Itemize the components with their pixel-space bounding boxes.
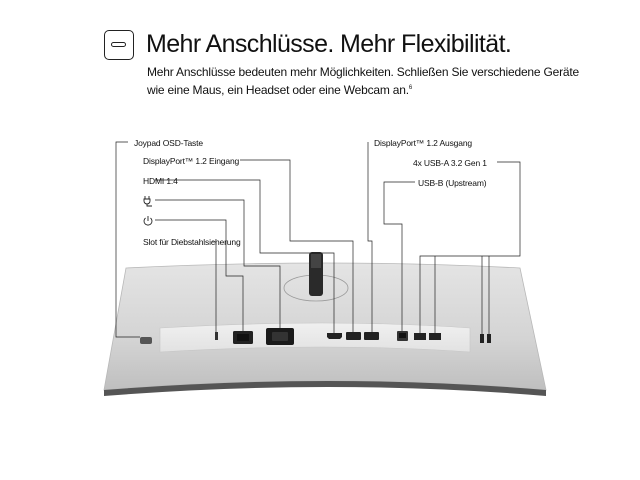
- power-button-icon: [142, 214, 154, 232]
- label-usb-a: 4x USB-A 3.2 Gen 1: [413, 158, 487, 168]
- label-usb-b: USB-B (Upstream): [418, 178, 487, 188]
- label-security-slot: Slot für Diebstahlsicherung: [143, 237, 241, 247]
- usb-a-port: [480, 334, 484, 343]
- displayport-in-port: [346, 332, 361, 340]
- footnote-marker: 6: [408, 85, 413, 91]
- hdmi-port: [327, 333, 342, 339]
- label-joypad-osd: Joypad OSD-Taste: [134, 138, 203, 148]
- page-title: Mehr Anschlüsse. Mehr Flexibilität.: [146, 30, 512, 58]
- usb-a-port: [414, 333, 426, 340]
- label-hdmi: HDMI 1.4: [143, 176, 178, 186]
- usb-a-port: [429, 333, 441, 340]
- label-displayport-in: DisplayPort™ 1.2 Eingang: [143, 156, 240, 166]
- security-slot: [215, 332, 218, 340]
- usb-a-port: [487, 334, 491, 343]
- power-plug-icon: [142, 194, 154, 212]
- page-subtitle: Mehr Anschlüsse bedeuten mehr Möglichkeiten. Schließen Sie verschiedene Geräte wie eine Maus, ein Headset oder eine Webcam an.$^6$: [147, 65, 579, 97]
- joypad-osd-button: [140, 337, 152, 344]
- label-displayport-out: DisplayPort™ 1.2 Ausgang: [374, 138, 472, 148]
- displayport-out-port: [364, 332, 379, 340]
